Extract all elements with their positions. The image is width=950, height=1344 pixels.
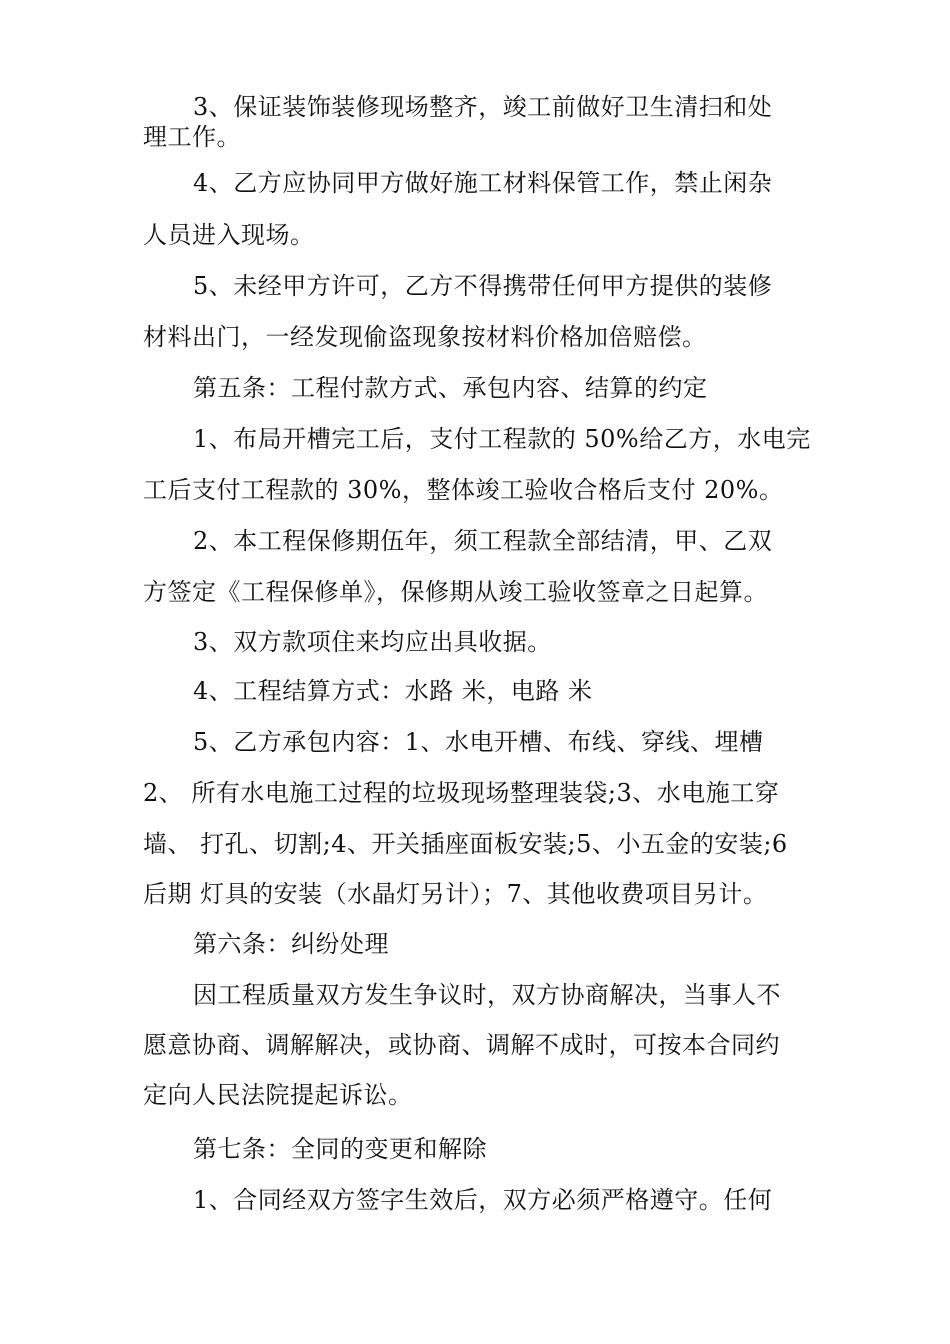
clause-5-item-5-line-4: 后期 灯具的安装（水晶灯另计）；7、其他收费项目另计。: [143, 880, 768, 908]
clause-4-item-5-line-1: 5、未经甲方许可，乙方不得携带任何甲方提供的装修: [193, 272, 773, 300]
clause-4-item-4-line-2: 人员进入现场。: [143, 221, 315, 249]
clause-6-body-line-3: 定向人民法院提起诉讼。: [143, 1081, 413, 1109]
clause-5-item-5-line-3: 墙、 打孔、切割;4、开关插座面板安装;5、小五金的安装;6: [143, 830, 788, 858]
clause-4-item-4-line-1: 4、乙方应协同甲方做好施工材料保管工作，禁止闲杂: [193, 169, 773, 197]
clause-5-item-4: 4、工程结算方式：水路 米，电路 米: [193, 677, 593, 705]
clause-5-item-3: 3、双方款项住来均应出具收据。: [193, 628, 552, 656]
clause-7-item-1-line-1: 1、合同经双方签字生效后，双方必须严格遵守。任何: [193, 1186, 773, 1214]
clause-5-item-1-line-2: 工后支付工程款的 30%，整体竣工验收合格后支付 20%。: [143, 476, 784, 504]
clause-4-item-5-line-2: 材料出门，一经发现偷盗现象按材料价格加倍赔偿。: [143, 323, 707, 351]
clause-7-heading: 第七条：全同的变更和解除: [193, 1135, 487, 1163]
clause-5-item-2-line-1: 2、本工程保修期伍年，须工程款全部结清，甲、乙双: [193, 527, 773, 555]
clause-4-item-3-line-2: 理工作。: [143, 123, 241, 151]
clause-6-heading: 第六条：纠纷处理: [193, 930, 389, 958]
clause-5-item-5-line-2: 2、 所有水电施工过程的垃圾现场整理装袋;3、水电施工穿: [143, 779, 780, 807]
clause-5-heading: 第五条：工程付款方式、承包内容、结算的约定: [193, 374, 708, 402]
clause-5-item-1-line-1: 1、布局开槽完工后，支付工程款的 50%给乙方，水电完: [193, 425, 811, 453]
clause-5-item-5-line-1: 5、乙方承包内容：1、水电开槽、布线、穿线、埋槽: [193, 728, 764, 756]
clause-5-item-2-line-2: 方签定《工程保修单》，保修期从竣工验收签章之日起算。: [143, 578, 768, 606]
clause-6-body-line-2: 愿意协商、调解解决，或协商、调解不成时，可按本合同约: [143, 1031, 780, 1059]
clause-6-body-line-1: 因工程质量双方发生争议时，双方协商解决，当事人不: [193, 981, 781, 1009]
clause-4-item-3-line-1: 3、保证装饰装修现场整齐，竣工前做好卫生清扫和处: [193, 93, 773, 121]
